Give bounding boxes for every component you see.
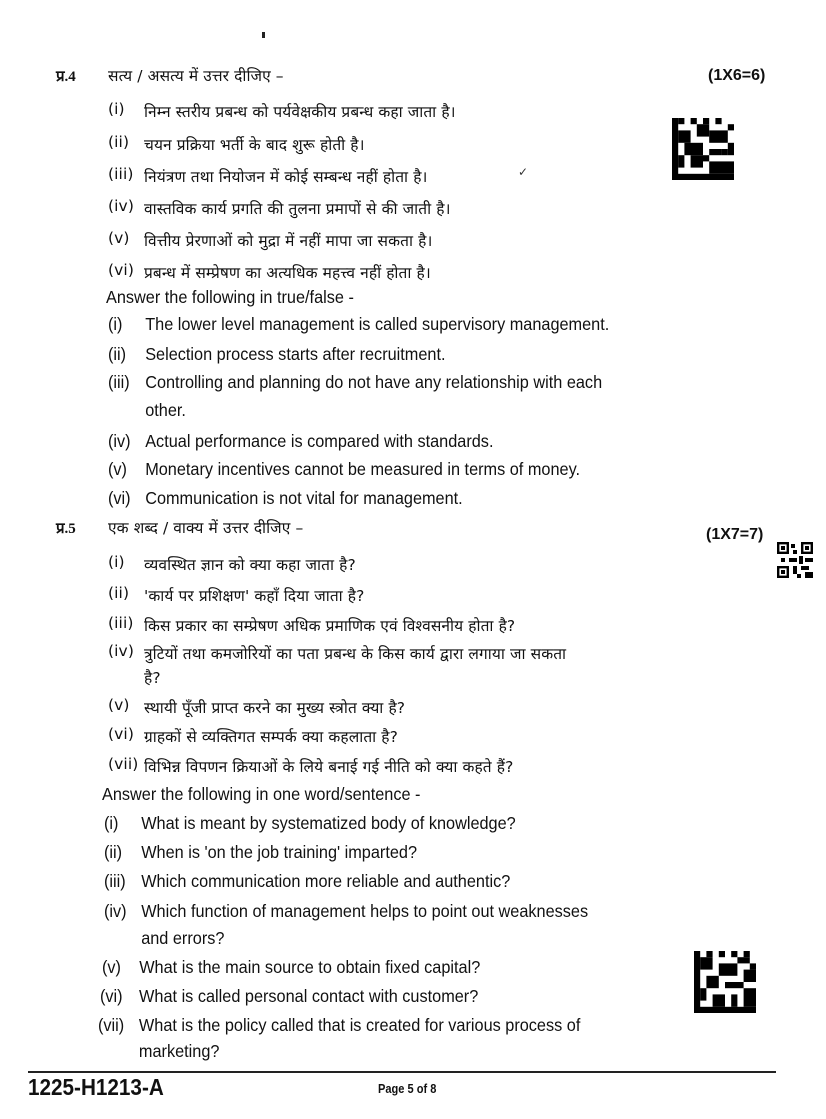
q5-marks: (1X7=7) (706, 526, 764, 543)
q5-number: प्र.5 (56, 521, 76, 537)
roman-numeral: (i) (108, 314, 123, 334)
roman-numeral: (v) (102, 957, 121, 977)
roman-numeral: (v) (108, 459, 127, 479)
q4-instruction-hindi: सत्य / असत्य में उत्तर दीजिए – (108, 67, 284, 85)
roman-numeral: (iii) (104, 871, 126, 891)
q4-number: प्र.4 (56, 69, 76, 85)
roman-numeral: (iii) (108, 614, 134, 632)
stray-mark (262, 32, 265, 38)
roman-numeral: (vi) (108, 261, 134, 279)
datamatrix-code-icon (694, 949, 756, 1015)
qr-code-icon (777, 541, 813, 579)
item-text: Actual performance is compared with standards. (145, 431, 494, 451)
item-text: What is the main source to obtain fixed capital? (139, 957, 481, 977)
roman-numeral: (iii) (108, 165, 134, 183)
roman-numeral: (vi) (108, 488, 131, 508)
item-text: चयन प्रक्रिया भर्ती के बाद शुरू होती है। (144, 136, 365, 154)
item-text: व्यवस्थित ज्ञान को क्या कहा जाता है? (144, 556, 356, 574)
item-text: विभिन्न विपणन क्रियाओं के लिये बनाई गई नीति को क्या कहते हैं? (144, 758, 514, 776)
item-text: निम्न स्तरीय प्रबन्ध को पर्यवेक्षकीय प्रबन्ध कहा जाता है। (144, 103, 456, 121)
roman-numeral: (i) (108, 100, 125, 118)
paper-code: 1225-H1213-A (28, 1074, 164, 1100)
item-text: Communication is not vital for management. (145, 488, 463, 508)
q4-instruction-english: Answer the following in true/false - (106, 287, 354, 307)
item-text: प्रबन्ध में सम्प्रेषण का अत्यधिक महत्त्व नहीं होता है। (144, 264, 431, 282)
roman-numeral: (iv) (108, 197, 134, 215)
roman-numeral: (vii) (108, 755, 139, 773)
item-text: स्थायी पूँजी प्राप्त करने का मुख्य स्त्रोत क्या है? (144, 699, 406, 717)
roman-numeral: (ii) (104, 842, 123, 862)
roman-numeral: (i) (104, 813, 119, 833)
q5-instruction-hindi: एक शब्द / वाक्य में उत्तर दीजिए – (108, 519, 304, 537)
roman-numeral: (iii) (108, 372, 130, 392)
footer-divider (28, 1071, 776, 1073)
roman-numeral: (v) (108, 229, 130, 247)
roman-numeral: (ii) (108, 584, 130, 602)
item-text-continued: other. (145, 400, 186, 420)
item-text: Controlling and planning do not have any relationship with each (145, 372, 603, 392)
item-text: किस प्रकार का सम्प्रेषण अधिक प्रमाणिक एवं विश्वसनीय होता है? (144, 617, 516, 635)
pen-tick-mark: ✓ (518, 165, 529, 179)
roman-numeral: (v) (108, 696, 130, 714)
item-text-continued: marketing? (138, 1041, 220, 1061)
roman-numeral: (iv) (108, 642, 134, 660)
item-text: ग्राहकों से व्यक्तिगत सम्पर्क क्या कहलाता है? (144, 728, 398, 746)
roman-numeral: (vi) (108, 725, 134, 743)
item-text: The lower level management is called supervisory management. (145, 314, 610, 334)
q5-instruction-english: Answer the following in one word/sentence - (102, 784, 421, 804)
item-text: वास्तविक कार्य प्रगति की तुलना प्रमापों से की जाती है। (144, 200, 451, 218)
item-text: Selection process starts after recruitment. (145, 344, 446, 364)
item-text: Which communication more reliable and authentic? (141, 871, 511, 891)
roman-numeral: (iv) (104, 901, 127, 921)
datamatrix-code-icon (672, 117, 734, 181)
item-text: What is called personal contact with customer? (139, 986, 479, 1006)
roman-numeral: (ii) (108, 133, 130, 151)
page-number: Page 5 of 8 (378, 1081, 437, 1096)
item-text: वित्तीय प्रेरणाओं को मुद्रा में नहीं मापा जा सकता है। (144, 232, 433, 250)
roman-numeral: (i) (108, 553, 125, 571)
item-text-continued: है? (144, 669, 161, 687)
item-text: Monetary incentives cannot be measured in terms of money. (145, 459, 581, 479)
item-text: What is the policy called that is created for various process of (138, 1015, 581, 1035)
roman-numeral: (vi) (100, 986, 123, 1006)
item-text: त्रुटियों तथा कमजोरियों का पता प्रबन्ध के किस कार्य द्वारा लगाया जा सकता (144, 645, 567, 663)
item-text-continued: and errors? (141, 928, 225, 948)
item-text: What is meant by systematized body of knowledge? (141, 813, 516, 833)
roman-numeral: (vii) (98, 1015, 125, 1035)
roman-numeral: (ii) (108, 344, 127, 364)
q4-marks: (1X6=6) (708, 67, 766, 84)
roman-numeral: (iv) (108, 431, 131, 451)
item-text: नियंत्रण तथा नियोजन में कोई सम्बन्ध नहीं होता है। (144, 168, 428, 186)
item-text: 'कार्य पर प्रशिक्षण' कहाँ दिया जाता है? (144, 587, 365, 605)
item-text: Which function of management helps to point out weaknesses (141, 901, 589, 921)
item-text: When is 'on the job training' imparted? (141, 842, 418, 862)
